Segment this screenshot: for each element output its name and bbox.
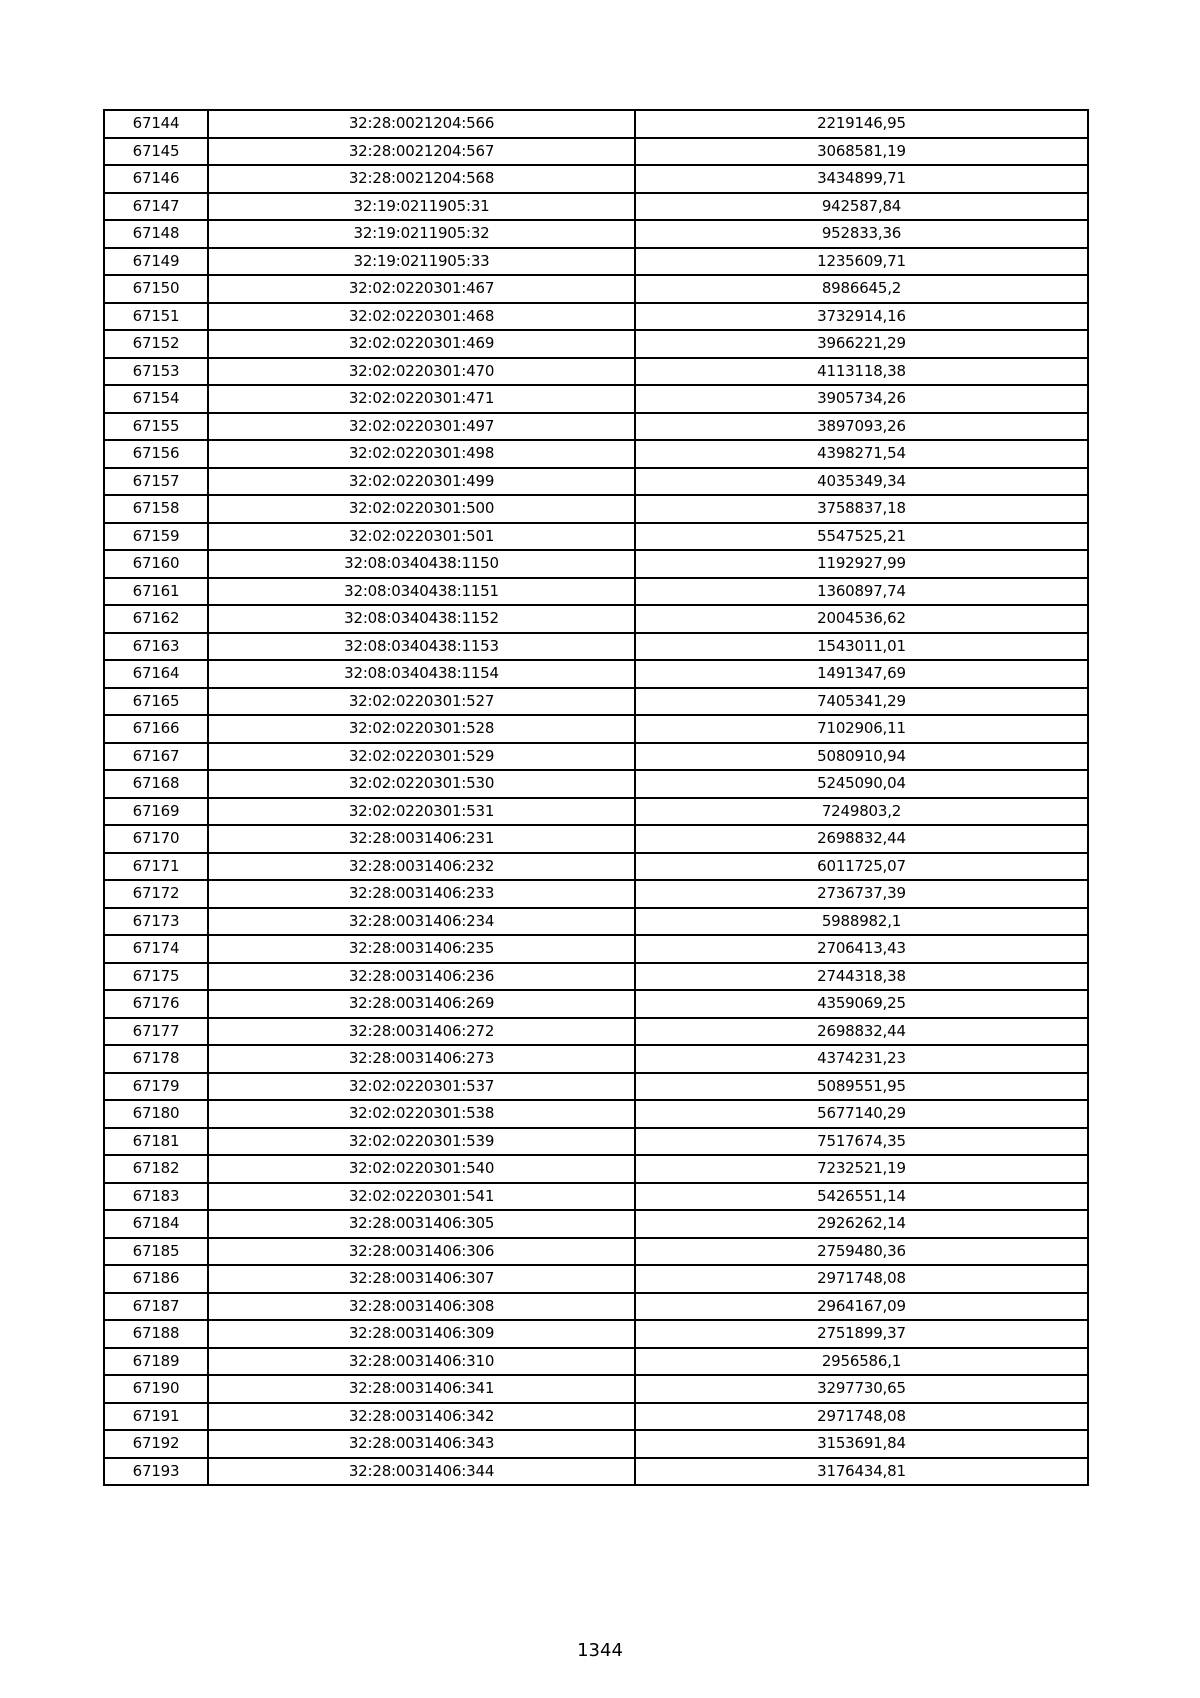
cadastral-number-cell: 32:28:0031406:272 [208,1018,635,1046]
table-row [104,825,1088,853]
cadastral-value-cell: 7249803,2 [635,798,1088,826]
table-row [104,110,1088,138]
row-number-cell: 67171 [104,853,208,881]
cadastral-value-cell: 1543011,01 [635,633,1088,661]
cadastral-number-cell: 32:02:0220301:468 [208,303,635,331]
cadastral-value-cell: 3434899,71 [635,165,1088,193]
cadastral-value-cell: 8986645,2 [635,275,1088,303]
row-number-cell: 67186 [104,1265,208,1293]
cadastral-number-cell: 32:02:0220301:540 [208,1155,635,1183]
table-row [104,303,1088,331]
table-row [104,1155,1088,1183]
cadastral-number-cell: 32:02:0220301:541 [208,1183,635,1211]
row-number-cell: 67176 [104,990,208,1018]
table-row [104,1320,1088,1348]
table-row [104,963,1088,991]
cadastral-value-cell: 6011725,07 [635,853,1088,881]
row-number-cell: 67193 [104,1458,208,1486]
cadastral-value-cell: 5547525,21 [635,523,1088,551]
cadastral-number-cell: 32:28:0031406:305 [208,1210,635,1238]
table-row [104,798,1088,826]
table-row [104,935,1088,963]
row-number-cell: 67189 [104,1348,208,1376]
row-number-cell: 67169 [104,798,208,826]
cadastral-value-cell: 2926262,14 [635,1210,1088,1238]
cadastral-number-cell: 32:08:0340438:1151 [208,578,635,606]
table-row [104,715,1088,743]
table-row [104,275,1088,303]
cadastral-number-cell: 32:28:0031406:342 [208,1403,635,1431]
cadastral-value-cell: 1235609,71 [635,248,1088,276]
row-number-cell: 67184 [104,1210,208,1238]
table-row [104,1073,1088,1101]
cadastral-value-cell: 4113118,38 [635,358,1088,386]
table-row [104,633,1088,661]
row-number-cell: 67152 [104,330,208,358]
table-row [104,1018,1088,1046]
table-row [104,1100,1088,1128]
page-number: 1344 [577,1640,623,1661]
table-row [104,1210,1088,1238]
cadastral-value-cell: 2971748,08 [635,1265,1088,1293]
table-row [104,330,1088,358]
cadastral-value-cell: 3176434,81 [635,1458,1088,1486]
cadastral-number-cell: 32:28:0031406:341 [208,1375,635,1403]
cadastral-number-cell: 32:02:0220301:501 [208,523,635,551]
cadastral-value-cell: 4398271,54 [635,440,1088,468]
row-number-cell: 67158 [104,495,208,523]
cadastral-number-cell: 32:28:0031406:232 [208,853,635,881]
row-number-cell: 67180 [104,1100,208,1128]
row-number-cell: 67183 [104,1183,208,1211]
table-row [104,385,1088,413]
table-row [104,1045,1088,1073]
cadastral-number-cell: 32:02:0220301:537 [208,1073,635,1101]
cadastral-number-cell: 32:28:0031406:235 [208,935,635,963]
cadastral-number-cell: 32:02:0220301:499 [208,468,635,496]
table-row [104,440,1088,468]
cadastral-value-cell: 2219146,95 [635,110,1088,138]
cadastral-number-cell: 32:28:0031406:310 [208,1348,635,1376]
cadastral-value-cell: 3297730,65 [635,1375,1088,1403]
cadastral-number-cell: 32:19:0211905:33 [208,248,635,276]
row-number-cell: 67166 [104,715,208,743]
cadastral-number-cell: 32:02:0220301:498 [208,440,635,468]
table-row [104,413,1088,441]
cadastral-value-cell: 1360897,74 [635,578,1088,606]
cadastral-value-cell: 5245090,04 [635,770,1088,798]
table-row [104,1183,1088,1211]
cadastral-value-cell: 5988982,1 [635,908,1088,936]
cadastral-value-cell: 7232521,19 [635,1155,1088,1183]
table-row [104,1458,1088,1486]
row-number-cell: 67161 [104,578,208,606]
row-number-cell: 67154 [104,385,208,413]
table-row [104,880,1088,908]
cadastral-value-cell: 3153691,84 [635,1430,1088,1458]
cadastral-value-cell: 942587,84 [635,193,1088,221]
row-number-cell: 67187 [104,1293,208,1321]
row-number-cell: 67181 [104,1128,208,1156]
cadastral-number-cell: 32:28:0021204:566 [208,110,635,138]
cadastral-number-cell: 32:28:0031406:306 [208,1238,635,1266]
cadastral-value-cell: 1491347,69 [635,660,1088,688]
row-number-cell: 67173 [104,908,208,936]
cadastral-value-cell: 4374231,23 [635,1045,1088,1073]
cadastral-value-cell: 3068581,19 [635,138,1088,166]
row-number-cell: 67168 [104,770,208,798]
cadastral-number-cell: 32:28:0031406:308 [208,1293,635,1321]
row-number-cell: 67170 [104,825,208,853]
cadastral-number-cell: 32:28:0031406:231 [208,825,635,853]
cadastral-number-cell: 32:08:0340438:1154 [208,660,635,688]
cadastral-number-cell: 32:08:0340438:1150 [208,550,635,578]
table-row [104,1375,1088,1403]
row-number-cell: 67178 [104,1045,208,1073]
table-row [104,660,1088,688]
row-number-cell: 67190 [104,1375,208,1403]
cadastral-value-cell: 3758837,18 [635,495,1088,523]
table-row [104,523,1088,551]
cadastral-value-cell: 4035349,34 [635,468,1088,496]
row-number-cell: 67164 [104,660,208,688]
table-row [104,990,1088,1018]
table-row [104,578,1088,606]
cadastral-value-cell: 4359069,25 [635,990,1088,1018]
registry-table-container [103,109,1089,1486]
row-number-cell: 67155 [104,413,208,441]
row-number-cell: 67153 [104,358,208,386]
cadastral-value-cell: 1192927,99 [635,550,1088,578]
cadastral-value-table [103,109,1089,1486]
cadastral-number-cell: 32:28:0031406:307 [208,1265,635,1293]
row-number-cell: 67165 [104,688,208,716]
cadastral-value-cell: 3732914,16 [635,303,1088,331]
cadastral-number-cell: 32:28:0021204:568 [208,165,635,193]
cadastral-number-cell: 32:28:0031406:233 [208,880,635,908]
table-row [104,1265,1088,1293]
row-number-cell: 67162 [104,605,208,633]
row-number-cell: 67151 [104,303,208,331]
cadastral-number-cell: 32:19:0211905:31 [208,193,635,221]
cadastral-value-cell: 7405341,29 [635,688,1088,716]
row-number-cell: 67174 [104,935,208,963]
cadastral-number-cell: 32:02:0220301:497 [208,413,635,441]
row-number-cell: 67167 [104,743,208,771]
table-row [104,220,1088,248]
row-number-cell: 67179 [104,1073,208,1101]
table-row [104,1293,1088,1321]
table-row [104,1348,1088,1376]
cadastral-value-cell: 2736737,39 [635,880,1088,908]
table-row [104,688,1088,716]
table-row [104,770,1088,798]
cadastral-value-cell: 2744318,38 [635,963,1088,991]
cadastral-number-cell: 32:08:0340438:1152 [208,605,635,633]
cadastral-value-cell: 3966221,29 [635,330,1088,358]
cadastral-value-cell: 2971748,08 [635,1403,1088,1431]
table-row [104,248,1088,276]
cadastral-number-cell: 32:02:0220301:467 [208,275,635,303]
table-row [104,1403,1088,1431]
row-number-cell: 67172 [104,880,208,908]
cadastral-value-cell: 952833,36 [635,220,1088,248]
cadastral-number-cell: 32:02:0220301:528 [208,715,635,743]
row-number-cell: 67144 [104,110,208,138]
row-number-cell: 67177 [104,1018,208,1046]
cadastral-number-cell: 32:02:0220301:531 [208,798,635,826]
cadastral-value-cell: 3905734,26 [635,385,1088,413]
row-number-cell: 67147 [104,193,208,221]
cadastral-number-cell: 32:02:0220301:527 [208,688,635,716]
table-row [104,468,1088,496]
row-number-cell: 67163 [104,633,208,661]
cadastral-value-cell: 2751899,37 [635,1320,1088,1348]
cadastral-value-cell: 5089551,95 [635,1073,1088,1101]
table-row [104,358,1088,386]
cadastral-value-cell: 3897093,26 [635,413,1088,441]
cadastral-number-cell: 32:28:0031406:309 [208,1320,635,1348]
row-number-cell: 67146 [104,165,208,193]
cadastral-number-cell: 32:28:0021204:567 [208,138,635,166]
table-row [104,743,1088,771]
cadastral-number-cell: 32:19:0211905:32 [208,220,635,248]
cadastral-value-cell: 2706413,43 [635,935,1088,963]
cadastral-value-cell: 7102906,11 [635,715,1088,743]
table-row [104,605,1088,633]
cadastral-number-cell: 32:02:0220301:471 [208,385,635,413]
table-row [104,550,1088,578]
table-row [104,495,1088,523]
cadastral-value-cell: 2698832,44 [635,825,1088,853]
cadastral-number-cell: 32:08:0340438:1153 [208,633,635,661]
cadastral-number-cell: 32:28:0031406:269 [208,990,635,1018]
row-number-cell: 67156 [104,440,208,468]
table-row [104,165,1088,193]
cadastral-value-cell: 2698832,44 [635,1018,1088,1046]
row-number-cell: 67148 [104,220,208,248]
cadastral-value-cell: 2004536,62 [635,605,1088,633]
cadastral-number-cell: 32:02:0220301:470 [208,358,635,386]
cadastral-number-cell: 32:02:0220301:530 [208,770,635,798]
row-number-cell: 67192 [104,1430,208,1458]
cadastral-number-cell: 32:02:0220301:469 [208,330,635,358]
cadastral-number-cell: 32:28:0031406:273 [208,1045,635,1073]
row-number-cell: 67145 [104,138,208,166]
cadastral-value-cell: 5677140,29 [635,1100,1088,1128]
table-row [104,138,1088,166]
row-number-cell: 67149 [104,248,208,276]
table-row [104,1430,1088,1458]
row-number-cell: 67175 [104,963,208,991]
row-number-cell: 67185 [104,1238,208,1266]
cadastral-value-cell: 2964167,09 [635,1293,1088,1321]
row-number-cell: 67159 [104,523,208,551]
row-number-cell: 67150 [104,275,208,303]
row-number-cell: 67182 [104,1155,208,1183]
table-row [104,1128,1088,1156]
cadastral-number-cell: 32:02:0220301:500 [208,495,635,523]
table-row [104,1238,1088,1266]
cadastral-number-cell: 32:28:0031406:236 [208,963,635,991]
cadastral-number-cell: 32:02:0220301:539 [208,1128,635,1156]
cadastral-number-cell: 32:02:0220301:538 [208,1100,635,1128]
cadastral-number-cell: 32:28:0031406:343 [208,1430,635,1458]
cadastral-value-cell: 2956586,1 [635,1348,1088,1376]
row-number-cell: 67160 [104,550,208,578]
cadastral-value-cell: 7517674,35 [635,1128,1088,1156]
cadastral-number-cell: 32:28:0031406:234 [208,908,635,936]
table-row [104,908,1088,936]
row-number-cell: 67188 [104,1320,208,1348]
table-row [104,853,1088,881]
table-row [104,193,1088,221]
cadastral-value-cell: 5080910,94 [635,743,1088,771]
table-body [104,110,1088,1485]
cadastral-number-cell: 32:02:0220301:529 [208,743,635,771]
cadastral-value-cell: 5426551,14 [635,1183,1088,1211]
cadastral-value-cell: 2759480,36 [635,1238,1088,1266]
cadastral-number-cell: 32:28:0031406:344 [208,1458,635,1486]
row-number-cell: 67191 [104,1403,208,1431]
row-number-cell: 67157 [104,468,208,496]
